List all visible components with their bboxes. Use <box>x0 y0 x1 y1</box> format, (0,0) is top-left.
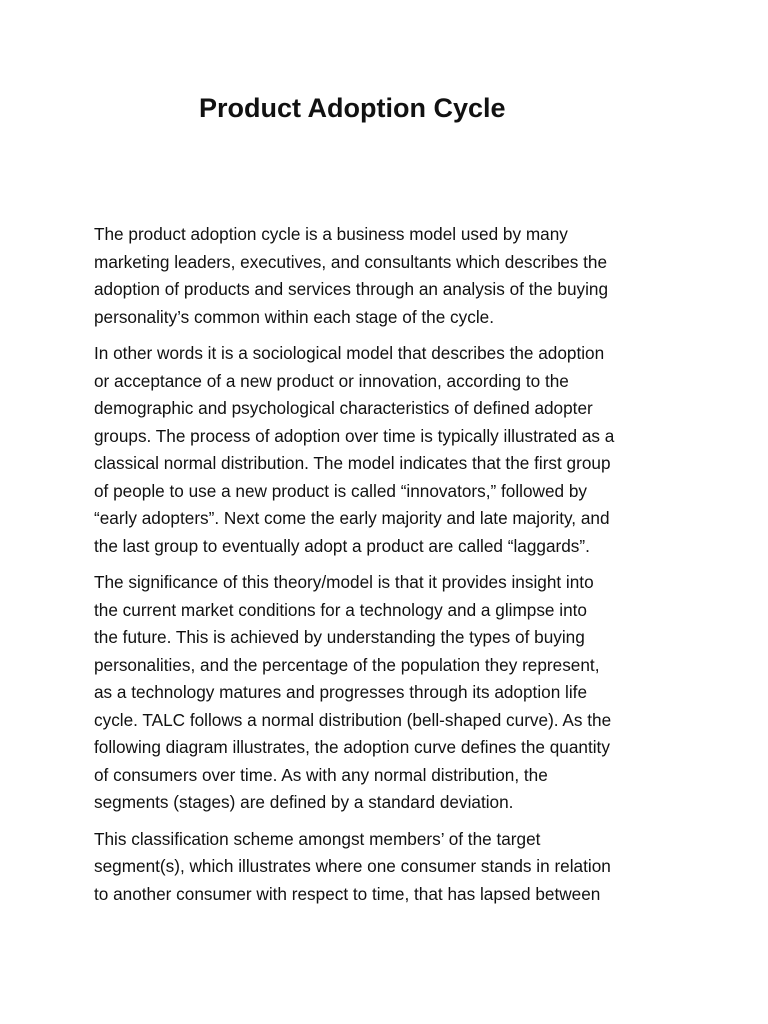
text-line: This classification scheme amongst members’ of the target <box>94 828 541 849</box>
text-line: as a technology matures and progresses through its adoption life <box>94 682 588 702</box>
text-line: adoption of products and services through an analysis of the buying <box>94 279 609 299</box>
paragraph-3 <box>94 569 694 817</box>
paragraph-4 <box>94 826 694 909</box>
document-title: Product Adoption Cycle <box>199 93 506 123</box>
text-line: “early adopters”. Next come the early majority and late majority, and <box>94 508 610 528</box>
text-line: cycle. TALC follows a normal distribution (bell-shaped curve). As the <box>94 709 612 730</box>
text-line: or acceptance of a new product or innovation, according to the <box>94 370 569 391</box>
text-line: of consumers over time. As with any normal distribution, the <box>94 764 548 785</box>
text-line: classical normal distribution. The model indicates that the first group <box>94 453 611 473</box>
text-line: In other words it is a sociological model that describes the adoption <box>94 343 605 363</box>
text-line: to another consumer with respect to time, that has lapsed between <box>94 883 601 904</box>
text-line: marketing leaders, executives, and consultants which describes the <box>94 251 608 272</box>
text-line: segment(s), which illustrates where one consumer stands in relation <box>94 856 611 876</box>
text-line: segments (stages) are defined by a standard deviation. <box>94 792 514 812</box>
text-line: following diagram illustrates, the adoption curve defines the quantity <box>94 737 610 757</box>
text-line: The significance of this theory/model is that it provides insight into <box>94 572 594 592</box>
paragraph-1 <box>94 221 694 331</box>
text-line: the future. This is achieved by understanding the types of buying <box>94 627 585 647</box>
text-line: of people to use a new product is called “innovators,” followed by <box>94 480 587 501</box>
text-line: groups. The process of adoption over time is typically illustrated as a <box>94 425 615 446</box>
text-line: personality’s common within each stage of the cycle. <box>94 306 494 327</box>
text-line: personalities, and the percentage of the population they represent, <box>94 654 600 675</box>
text-line: the current market conditions for a technology and a glimpse into <box>94 599 587 620</box>
paragraph-2 <box>94 340 694 560</box>
text-line: demographic and psychological characteristics of defined adopter <box>94 398 593 418</box>
text-line: The product adoption cycle is a business model used by many <box>94 224 568 244</box>
text-line: the last group to eventually adopt a product are called “laggards”. <box>94 535 590 556</box>
document-body <box>94 221 694 917</box>
